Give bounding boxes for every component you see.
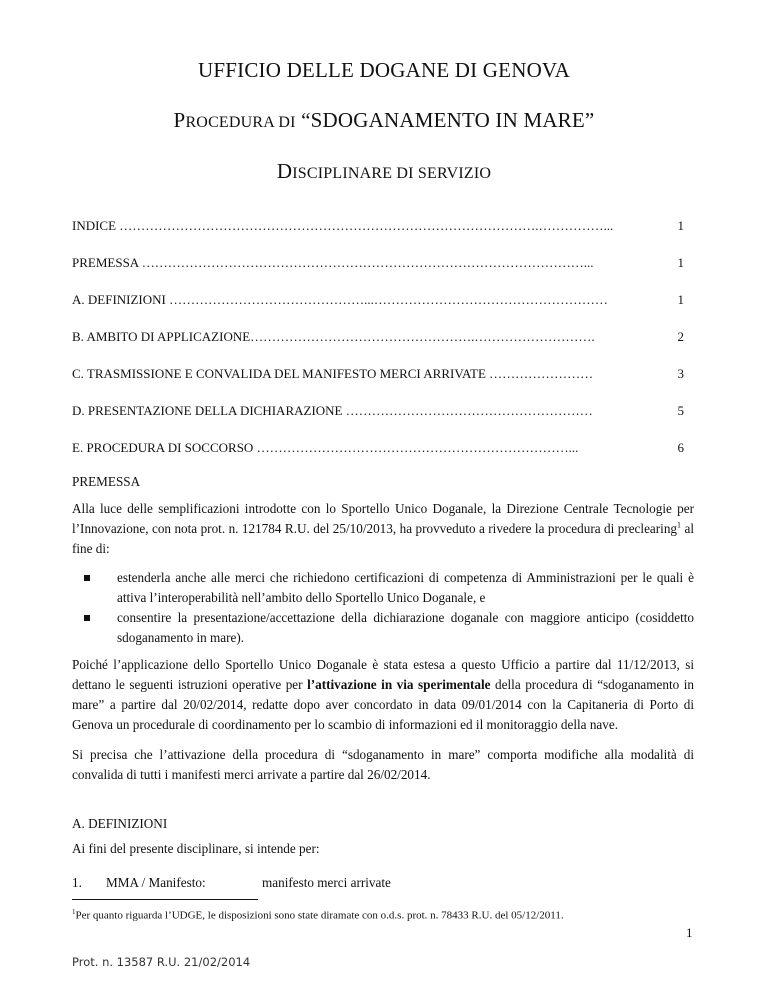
footer-protocol: Prot. n. 13587 R.U. 21/02/2014 — [72, 955, 251, 969]
disciplinare-title: DISCIPLINARE DI SERVIZIO — [276, 159, 492, 183]
page-number: 1 — [686, 925, 693, 940]
list-item: consentire la presentazione/accettazione della dichiarazione doganale con maggiore anticipo (cosiddetto sdoganamento in mare). — [72, 608, 694, 648]
toc-item-definizioni[interactable]: A. DEFINIZIONI ………………………………………...……………………………………………… 1 — [72, 292, 684, 307]
footnote: $^1$Per quanto riguarda l’UDGE, le disposizioni sono state diramate con o.d.s. prot. n. 78433 R.U. del 05/12/2011. — [72, 908, 564, 922]
office-title: UFFICIO DELLE DOGANE DI GENOVA — [198, 58, 570, 82]
document-page: UFFICIO DELLE DOGANE DI GENOVA PROCEDURA DI “SDOGANAMENTO IN MARE” DISCIPLINARE DI SERVIZIO INDICE …………………………………………………………………………………….……………... 1 PREMESSA …………………………………………………………………………………………... 1 A. DEFINIZIONI ………………………………………...……………………………………………… 1 B. AMBITO DI APPLICAZIONE…………………………………………….………………………. 2 C. TRASMISSIONE E CONVALIDA DEL MANIFESTO MERCI ARRIVATE …………………… 3 D. PRESENTAZIONE DELLA DICHIARAZIONE ………………………………………………… 5 E. PROCEDURA DI SOCCORSO ………………………………………………………………... 6 PREMESSA Alla luce delle semplificazioni introdotte con lo Sportello Unico Doganale, la Direzione Centrale Tecnologie per l’Innovazione, con nota prot. n. 121784 R.U. del 25/10/2013, ha provveduto a rivedere la procedura di preclearing$^1$ al fine di: estenderla anche alle merci che richiedono certificazioni di competenza di Amministrazioni per le quali è attiva l’interoperabilità nell’ambito dello Sportello Unico Doganale, e consentire la presentazione/accettazione della dichiarazione doganale con maggiore anticipo (cosiddetto sdoganamento in mare). Poiché l’applicazione dello Sportello Unico Doganale è stata estesa a questo Ufficio a partire dal 11/12/2013, si dettano le seguenti istruzioni operative per l’attivazione in via sperimentale della procedura di “sdoganamento in mare” a partire dal 20/02/2014, redatte dopo aver concordato in data 09/01/2014 con la Capitaneria di Porto di Genova un procedurale di coordinamento per lo scambio di informazioni ed il monitoraggio della nave. Si precisa che l’attivazione della procedura di “sdoganamento in mare” comporta modifiche alla modalità di convalida di tutti i manifesti merci arrivate a partire dal 26/02/2014. A. DEFINIZIONI Ai fini del presente disciplinare, si intende per: 1. MMA / Manifesto: manifesto merci arrivate $^1$Per quanto riguarda l’UDGE, le disposizioni sono state diramate con o.d.s. prot. n. 78433 R.U. del 05/12/2011. 1 Prot. n. 13587 R.U. 21/02/2014 — [0, 0, 768, 994]
premessa-heading: PREMESSA — [72, 474, 141, 489]
toc-item-presentazione[interactable]: D. PRESENTAZIONE DELLA DICHIARAZIONE ………………………………………………… 5 — [72, 403, 684, 418]
procedure-title: PROCEDURA DI “SDOGANAMENTO IN MARE” — [173, 108, 595, 132]
premessa-bullet-list — [72, 568, 694, 648]
definizioni-intro: Ai fini del presente disciplinare, si intende per: — [72, 841, 320, 856]
toc-item-premessa[interactable]: PREMESSA …………………………………………………………………………………………... 1 — [72, 255, 684, 270]
square-bullet-icon — [84, 575, 90, 581]
footnote-separator — [72, 899, 258, 900]
square-bullet-icon — [84, 615, 90, 621]
toc-item-soccorso[interactable]: E. PROCEDURA DI SOCCORSO ………………………………………………………………... 6 — [72, 440, 684, 455]
list-item: estenderla anche alle merci che richiedono certificazioni di competenza di Amministrazioni per le quali è attiva l’interoperabilità nell’ambito dello Sportello Unico Doganale, e — [72, 568, 694, 608]
premessa-paragraph-2: Poiché l’applicazione dello Sportello Unico Doganale è stata estesa a questo Ufficio a partire dal 11/12/2013, si dettano le seguenti istruzioni operative per l’attivazione in via sperimentale della procedura di “sdoganamento in mare” a partire dal 20/02/2014, redatte dopo aver concordato in data 09/01/2014 con la Capitaneria di Porto di Genova un procedurale di coordinamento per lo scambio di informazioni ed il monitoraggio della nave. — [72, 657, 694, 732]
toc-item-indice[interactable]: INDICE …………………………………………………………………………………….……………... 1 — [72, 218, 684, 233]
definizioni-heading: A. DEFINIZIONI — [72, 816, 168, 831]
footnote-reference[interactable]: 1 — [677, 520, 682, 530]
toc-item-ambito[interactable]: B. AMBITO DI APPLICAZIONE…………………………………………….………………………. 2 — [72, 329, 684, 344]
premessa-paragraph-1: Alla luce delle semplificazioni introdotte con lo Sportello Unico Doganale, la Direzione Centrale Tecnologie per l’Innovazione, con nota prot. n. 121784 R.U. del 25/10/2013, ha provveduto a rivedere la procedura di preclearing$^1$ al fine di: — [72, 501, 694, 556]
toc-item-trasmissione[interactable]: C. TRASMISSIONE E CONVALIDA DEL MANIFESTO MERCI ARRIVATE …………………… 3 — [72, 366, 684, 381]
premessa-paragraph-3: Si precisa che l’attivazione della procedura di “sdoganamento in mare” comporta modifiche alla modalità di convalida di tutti i manifesti merci arrivate a partire dal 26/02/2014. — [72, 747, 694, 782]
